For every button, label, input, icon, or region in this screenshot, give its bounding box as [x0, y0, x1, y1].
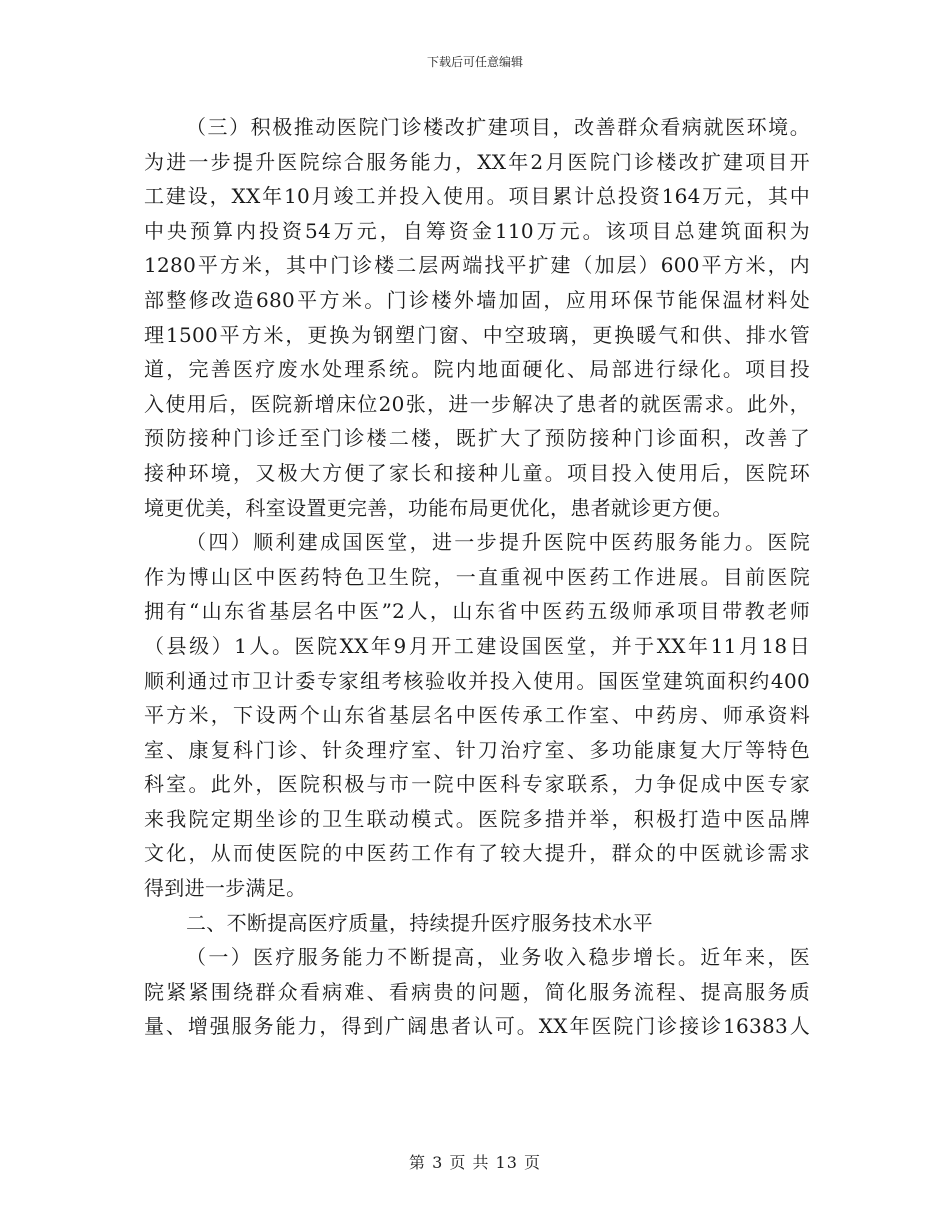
text-line: 平方米，下设两个山东省基层名中医传承工作室、中药房、师承资料 — [144, 703, 810, 728]
text-line: 中央预算内投资54万元，自筹资金110万元。该项目总建筑面积为 — [144, 218, 810, 243]
text-line: 院紧紧围绕群众看病难、看病贵的问题，简化服务流程、提高服务质 — [144, 979, 810, 1004]
text-line: 接种环境，又极大方便了家长和接种儿童。项目投入使用后，医院环 — [144, 460, 810, 485]
text-line: 来我院定期坐诊的卫生联动模式。医院多措并举，积极打造中医品牌 — [144, 806, 810, 831]
text-line: 科室。此外，医院积极与市一院中医科专家联系，力争促成中医专家 — [144, 772, 810, 797]
text-line: 拥有“山东省基层名中医”2人，山东省中医药五级师承项目带教老师 — [144, 599, 810, 624]
text-line: 工建设，XX年10月竣工并投入使用。项目累计总投资164万元，其中 — [144, 184, 810, 209]
text-line: 境更优美，科室设置更完善，功能布局更优化，患者就诊更方便。 — [144, 495, 733, 520]
text-line: 室、康复科门诊、针灸理疗室、针刀治疗室、多功能康复大厅等特色 — [144, 737, 810, 762]
text-line: 二、不断提高医疗质量，持续提升医疗服务技术水平 — [186, 910, 653, 935]
page-footer: 第 3 页 共 13 页 — [409, 1153, 541, 1172]
text-line: 量、增强服务能力，得到广阔患者认可。XX年医院门诊接诊16383人 — [144, 1014, 810, 1039]
text-line: 作为博山区中医药特色卫生院，一直重视中医药工作进展。目前医院 — [144, 564, 810, 589]
text-line: （三）积极推动医院门诊楼改扩建项目，改善群众看病就医环境。 — [186, 115, 810, 139]
text-line: 预防接种门诊迁至门诊楼二楼，既扩大了预防接种门诊面积，改善了 — [144, 426, 810, 451]
text-line: 部整修改造680平方米。门诊楼外墙加固，应用环保节能保温材料处 — [144, 287, 810, 312]
text-line: 1280平方米，其中门诊楼二层两端找平扩建（加层）600平方米，内 — [144, 253, 810, 278]
text-line: （县级）1人。医院XX年9月开工建设国医堂，并于XX年11月18日 — [144, 633, 810, 658]
text-line: 理1500平方米，更换为钢塑门窗、中空玻璃，更换暖气和供、排水管 — [144, 322, 810, 347]
text-line: 顺利通过市卫计委专家组考核验收并投入使用。国医堂建筑面积约400 — [144, 668, 810, 693]
text-line: 入使用后，医院新增床位20张，进一步解决了患者的就医需求。此外， — [144, 391, 810, 416]
page-header: 下载后可任意编辑 — [426, 55, 523, 69]
text-line: 文化，从而使医院的中医药工作有了较大提升，群众的中医就诊需求 — [144, 841, 810, 866]
text-line: （一）医疗服务能力不断提高，业务收入稳步增长。近年来，医 — [186, 945, 810, 970]
text-line: 得到进一步满足。 — [144, 876, 307, 901]
text-line: （四）顺利建成国医堂，进一步提升医院中医药服务能力。医院 — [186, 530, 810, 555]
text-line: 道，完善医疗废水处理系统。院内地面硬化、局部进行绿化。项目投 — [144, 357, 810, 382]
text-line: 为进一步提升医院综合服务能力，XX年2月医院门诊楼改扩建项目开 — [144, 149, 810, 174]
document-body — [144, 110, 810, 1044]
